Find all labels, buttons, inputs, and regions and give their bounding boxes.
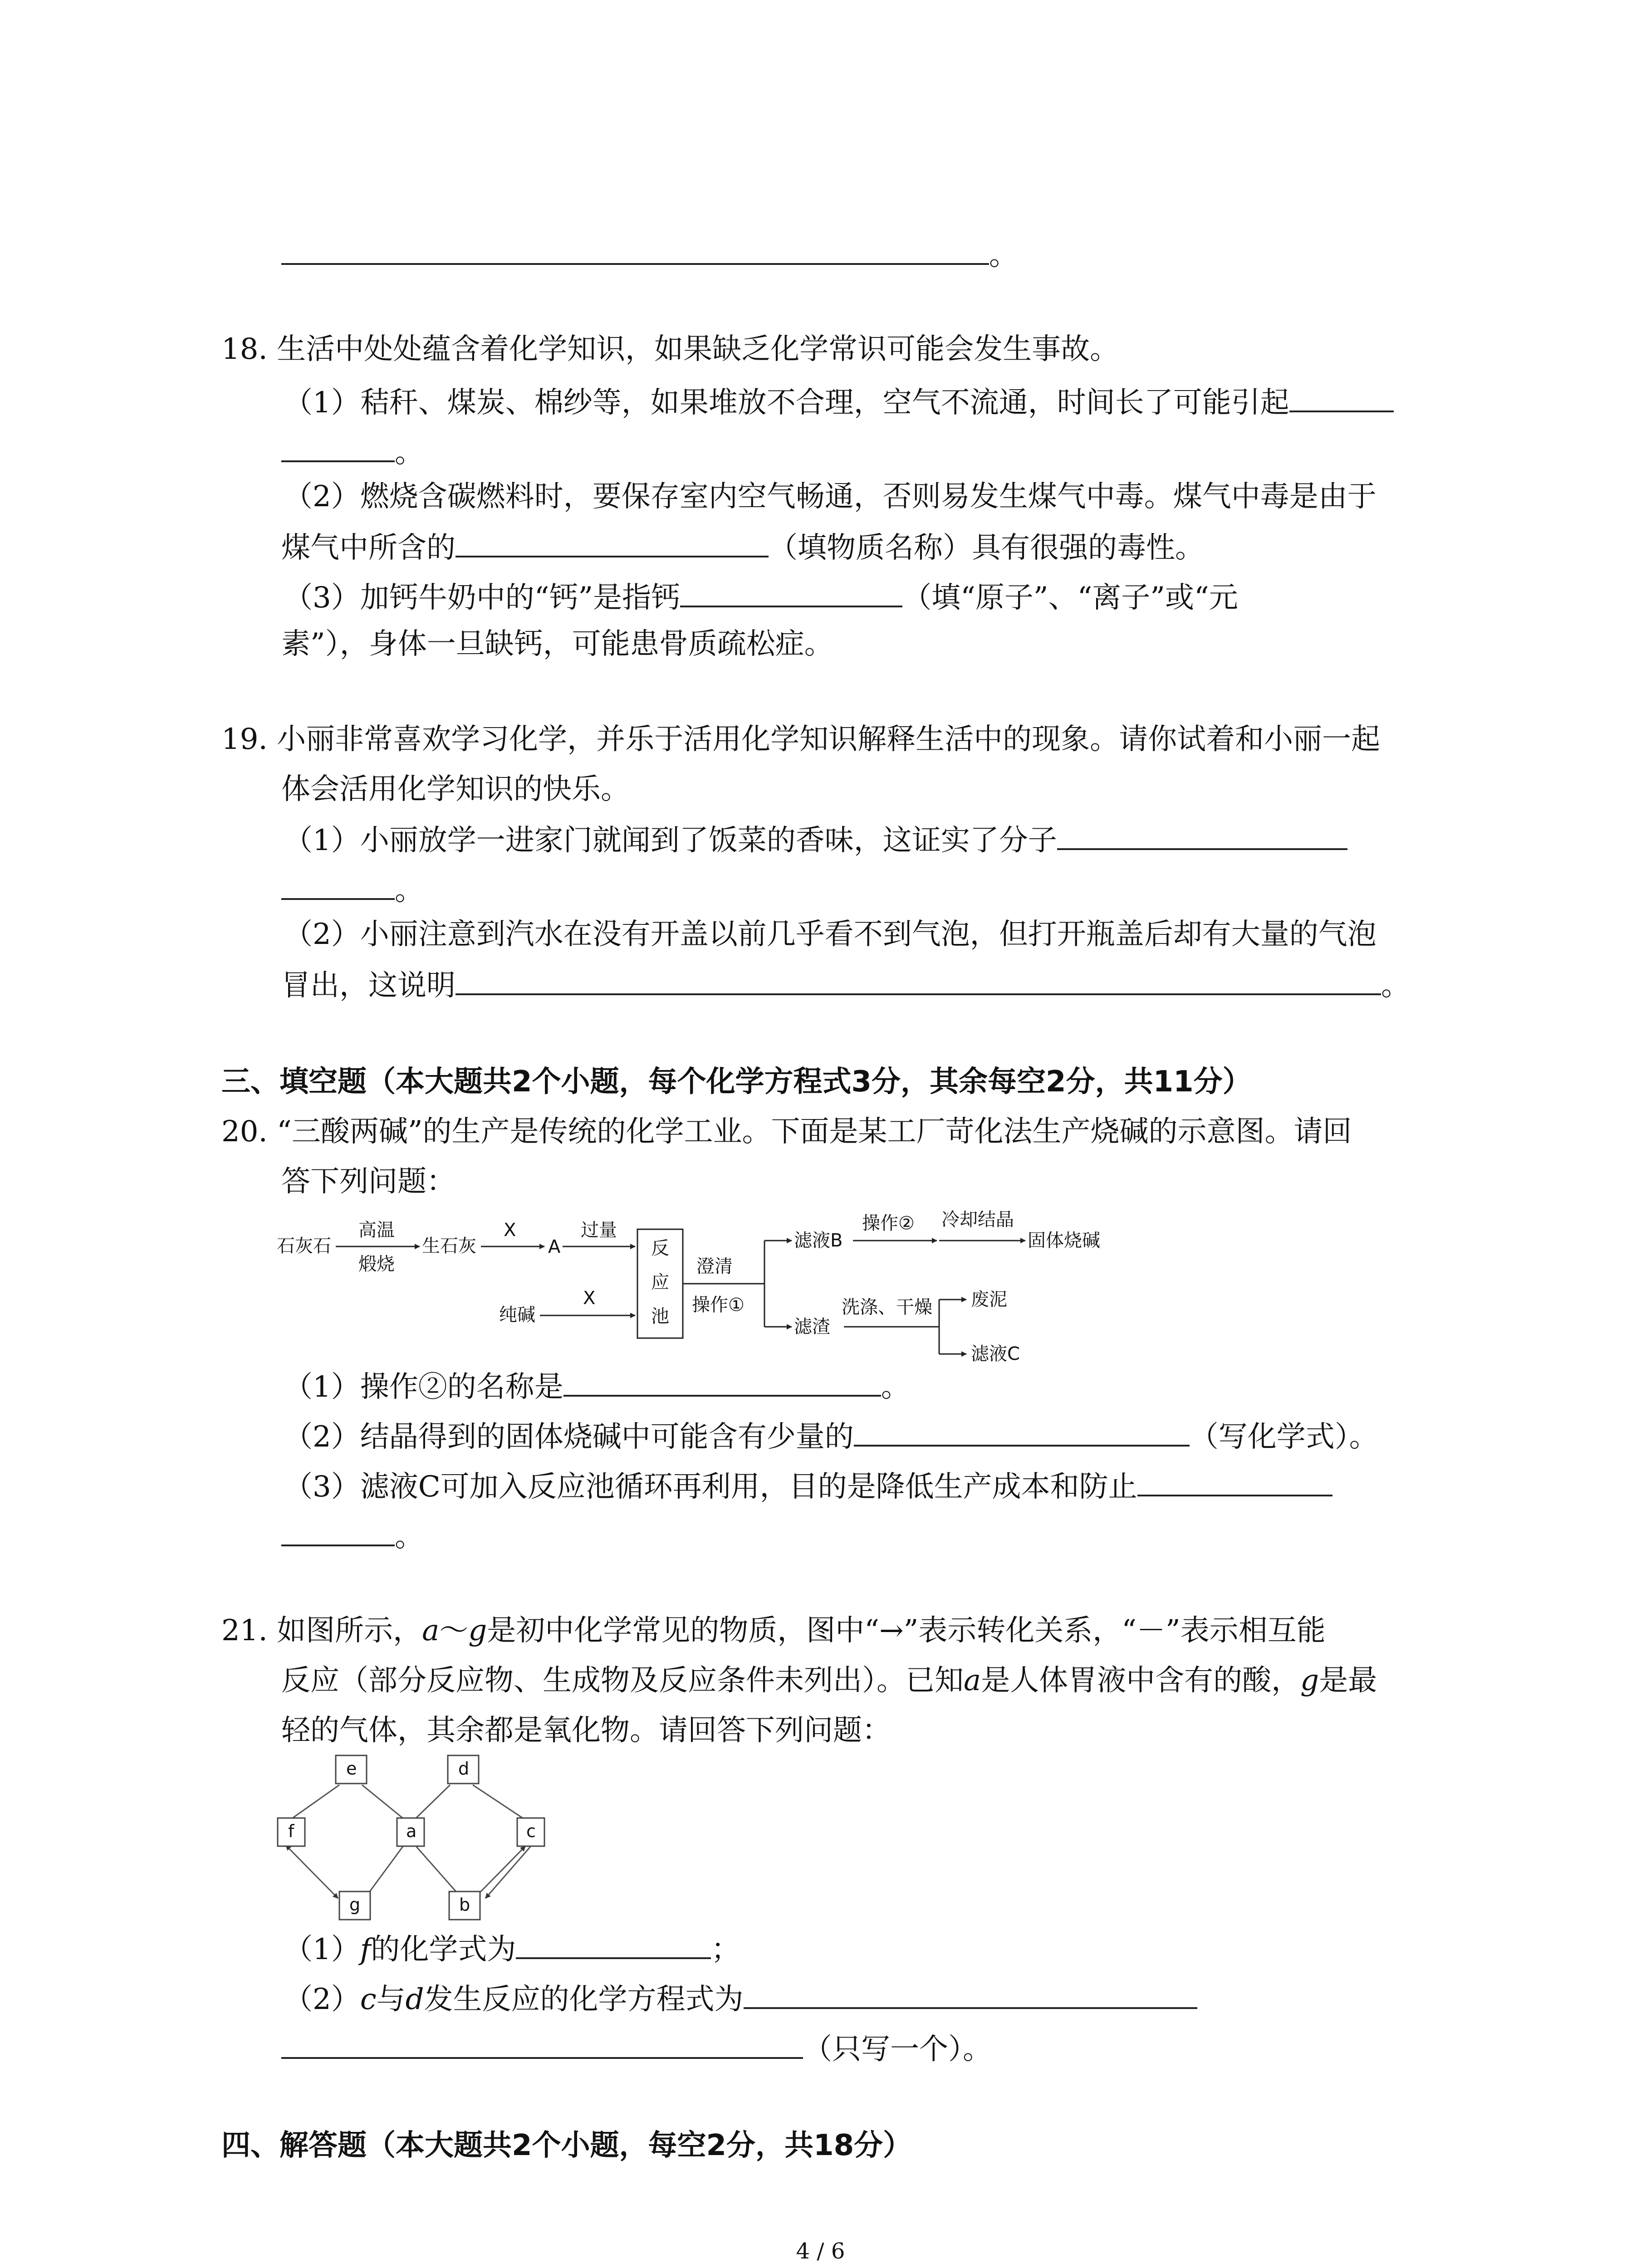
top-answer-line: 。 (281, 236, 1018, 274)
node-e-label: e (346, 1759, 357, 1779)
section-3-header: 三、填空题（本大题共2个小题，每个化学方程式3分，其余每空2分，共11分） (221, 1065, 1252, 1099)
answer-blank[interactable] (1057, 821, 1347, 850)
q18-part1-cont: 。 (281, 433, 424, 471)
q18-stem: 18. 生活中处处蕴含着化学知识，如果缺乏化学常识可能会发生事故。 (221, 332, 1119, 366)
page-number: 4 / 6 (796, 2239, 845, 2264)
answer-blank[interactable] (456, 528, 769, 557)
q18-part2-line2: 煤气中所含的 （填物质名称）具有很强的毒性。 (281, 528, 1204, 566)
flow-filtrate-c: 滤液C (971, 1344, 1020, 1364)
section-4-header: 四、解答题（本大题共2个小题，每空2分，共18分） (221, 2129, 912, 2162)
flow-high-temp: 高温 (358, 1220, 395, 1241)
q19-part2-line2: 冒出，这说明 。 (281, 966, 1410, 1004)
flow-x1: X (504, 1220, 516, 1241)
flow-clear: 澄清 (696, 1256, 733, 1277)
flow-quicklime: 生石灰 (422, 1236, 476, 1256)
answer-blank[interactable] (281, 236, 989, 265)
flow-wash-dry: 洗涤、干燥 (842, 1297, 932, 1318)
node-f-label: f (288, 1821, 294, 1841)
flow-cool: 冷却结晶 (941, 1209, 1014, 1230)
q19-part1: （1）小丽放学一进家门就闻到了饭菜的香味，这证实了分子 (284, 821, 1347, 859)
q20-stem-line2: 答下列问题： (281, 1165, 456, 1198)
q18-part3-line1: （3）加钙牛奶中的“钙”是指钙 （填“原子”、“离子”或“元 (284, 578, 1238, 616)
answer-blank[interactable] (281, 871, 395, 900)
q18-part2-line1: （2）燃烧含碳燃料时，要保存室内空气畅通，否则易发生煤气中毒。煤气中毒是由于 (284, 480, 1376, 513)
answer-blank[interactable] (281, 2030, 803, 2059)
answer-blank[interactable] (563, 1368, 881, 1397)
q20-stem-line1: 20. “三酸两碱”的生产是传统的化学工业。下面是某工厂苛化法生产烧碱的示意图。请回 (221, 1115, 1352, 1149)
answer-blank[interactable] (680, 578, 902, 607)
flow-reactor-2: 应 (651, 1272, 669, 1293)
q20-part3: （3）滤液C可加入反应池循环再利用，目的是降低生产成本和防止 (284, 1467, 1332, 1505)
q19-part2-line1: （2）小丽注意到汽水在没有开盖以前几乎看不到气泡，但打开瓶盖后却有大量的气泡 (284, 918, 1376, 951)
flow-excess: 过量 (581, 1220, 617, 1241)
flow-residue: 滤渣 (794, 1316, 830, 1337)
flow-solid-naoh: 固体烧碱 (1028, 1230, 1100, 1251)
flow-op2: 操作② (862, 1213, 915, 1234)
q21-stem-line3: 轻的气体，其余都是氧化物。请回答下列问题： (281, 1714, 891, 1747)
q21-stem-line2: 反应（部分反应物、生成物及反应条件未列出）。已知a是人体胃液中含有的酸，g是最 (281, 1664, 1377, 1697)
q21-stem-line1: 21. 如图所示，a～g是初中化学常见的物质，图中“→”表示转化关系，“－”表示相互能 (221, 1614, 1326, 1647)
flow-reactor-1: 反 (651, 1238, 669, 1259)
flow-filtrate-b: 滤液B (794, 1230, 843, 1251)
q21-part2: （2）c与d发生反应的化学方程式为 (284, 1980, 1197, 2018)
q19-part1-cont: 。 (281, 871, 424, 909)
q21-part1: （1）f的化学式为 ； (284, 1930, 740, 1968)
answer-blank[interactable] (281, 433, 395, 462)
answer-blank[interactable] (854, 1418, 1190, 1447)
answer-blank[interactable] (456, 966, 1381, 995)
flow-op1: 操作① (692, 1295, 745, 1315)
node-c-label: c (526, 1821, 536, 1841)
flow-limestone: 石灰石 (277, 1236, 331, 1256)
answer-blank[interactable] (1137, 1467, 1332, 1496)
node-g-label: g (349, 1895, 361, 1915)
answer-blank[interactable] (744, 1980, 1197, 2009)
flow-x2: X (583, 1288, 596, 1309)
answer-blank[interactable] (1289, 383, 1394, 412)
q20-part1: （1）操作②的名称是 。 (284, 1368, 910, 1405)
q20-part2: （2）结晶得到的固体烧碱中可能含有少量的 （写化学式）。 (284, 1418, 1378, 1455)
flow-a: A (548, 1237, 561, 1257)
q20-part3-cont: 。 (281, 1517, 424, 1555)
q19-stem-line1: 19. 小丽非常喜欢学习化学，并乐于活用化学知识解释生活中的现象。请你试着和小丽一起 (221, 723, 1381, 756)
answer-blank[interactable] (516, 1930, 711, 1959)
q20-flow-diagram (272, 1202, 1157, 1370)
flow-calcine: 煅烧 (358, 1254, 395, 1275)
q21-part2-cont: （只写一个）。 (281, 2030, 992, 2068)
q18-part1: （1）秸秆、煤炭、棉纱等，如果堆放不合理，空气不流通，时间长了可能引起 (284, 383, 1394, 421)
flow-soda: 纯碱 (499, 1305, 535, 1325)
flow-reactor-3: 池 (651, 1306, 669, 1327)
q18-part3-line2: 素”），身体一旦缺钙，可能患骨质疏松症。 (281, 627, 833, 661)
node-d-label: d (458, 1759, 470, 1779)
q19-stem-line2: 体会活用化学知识的快乐。 (281, 772, 630, 806)
answer-blank[interactable] (281, 1517, 395, 1546)
node-b-label: b (459, 1895, 470, 1915)
q21-relation-diagram (272, 1742, 581, 1932)
node-a-label: a (406, 1821, 417, 1841)
flow-waste-mud: 废泥 (971, 1289, 1007, 1310)
